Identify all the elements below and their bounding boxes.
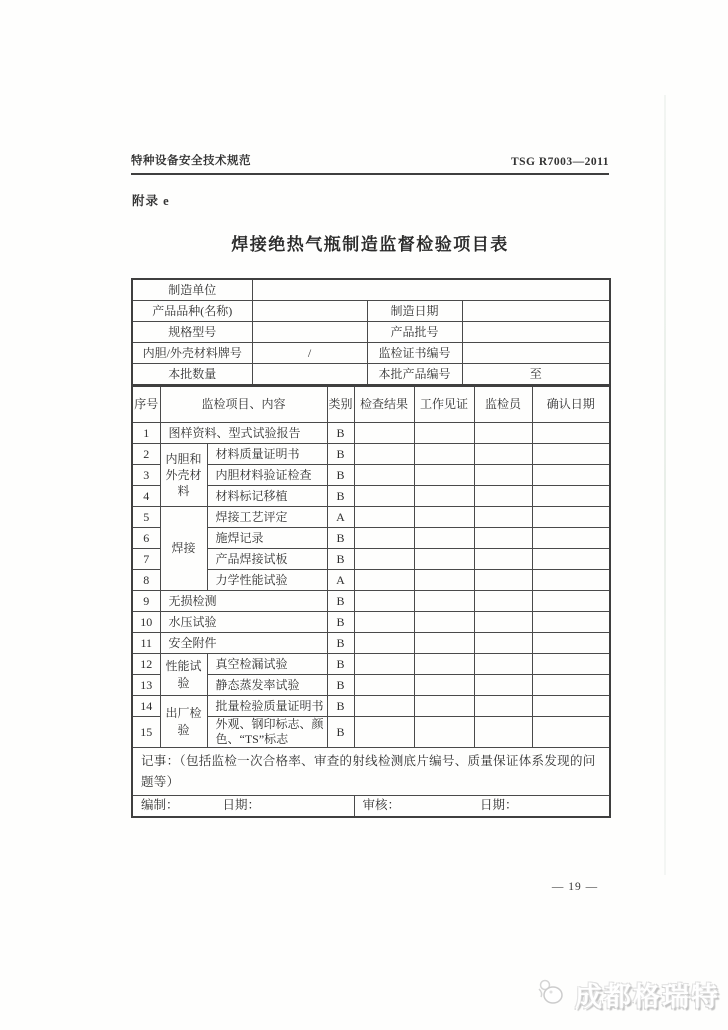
cell-category: B xyxy=(327,675,354,696)
cell-item: 安全附件 xyxy=(160,633,327,654)
cell-item: 静态蒸发率试验 xyxy=(207,675,327,696)
cell-category: A xyxy=(327,507,354,528)
table-row xyxy=(132,612,610,633)
cell-category: B xyxy=(327,654,354,675)
info-label: 产品品种(名称) xyxy=(132,301,252,322)
cell-witness xyxy=(414,486,474,507)
info-row-product-kind xyxy=(132,301,610,322)
compiler-label: 编制： xyxy=(141,798,179,813)
col-header-inspector: 监检员 xyxy=(474,386,532,423)
cell-witness xyxy=(414,465,474,486)
cell-witness xyxy=(414,570,474,591)
cell-no: 6 xyxy=(132,528,160,549)
col-header-no: 序号 xyxy=(132,386,160,423)
cell-no: 10 xyxy=(132,612,160,633)
cell-item: 水压试验 xyxy=(160,612,327,633)
cell-result xyxy=(354,717,414,748)
info-value xyxy=(252,301,367,322)
cell-inspector xyxy=(474,444,532,465)
cell-result xyxy=(354,486,414,507)
cell-witness xyxy=(414,528,474,549)
cell-confirm-date xyxy=(532,654,610,675)
cell-category: B xyxy=(327,465,354,486)
info-value xyxy=(462,322,610,343)
cell-inspector xyxy=(474,570,532,591)
cell-no: 15 xyxy=(132,717,160,748)
col-header-witness: 工作见证 xyxy=(414,386,474,423)
cell-witness xyxy=(414,612,474,633)
info-label: 内胆/外壳材料牌号 xyxy=(132,343,252,364)
cell-inspector xyxy=(474,612,532,633)
cell-category: B xyxy=(327,549,354,570)
cell-result xyxy=(354,465,414,486)
cell-inspector xyxy=(474,549,532,570)
cell-category: B xyxy=(327,633,354,654)
cell-no: 12 xyxy=(132,654,160,675)
cell-confirm-date xyxy=(532,528,610,549)
reviewer-label: 审核： xyxy=(362,798,401,813)
cell-confirm-date xyxy=(532,465,610,486)
cell-inspector xyxy=(474,528,532,549)
cell-category: B xyxy=(327,486,354,507)
document-header xyxy=(131,152,609,175)
table-row xyxy=(132,696,610,717)
cell-category: B xyxy=(327,423,354,444)
cell-group-factory-inspection: 出厂检验 xyxy=(160,696,207,748)
info-value xyxy=(252,322,367,343)
cell-category: B xyxy=(327,612,354,633)
cell-inspector xyxy=(474,717,532,748)
form-tables xyxy=(131,278,610,818)
cell-confirm-date xyxy=(532,696,610,717)
cell-inspector xyxy=(474,633,532,654)
cell-confirm-date xyxy=(532,570,610,591)
watermark-logo-icon xyxy=(535,977,569,1012)
cell-inspector xyxy=(474,696,532,717)
cell-result xyxy=(354,612,414,633)
compiler-cell xyxy=(132,796,354,818)
cell-result xyxy=(354,528,414,549)
notes-text: 记事：（包括监检一次合格率、审查的射线检测底片编号、质量保证体系发现的问题等） xyxy=(132,748,610,796)
cell-item: 施焊记录 xyxy=(207,528,327,549)
cell-confirm-date xyxy=(532,444,610,465)
cell-no: 5 xyxy=(132,507,160,528)
info-row-spec-model xyxy=(132,322,610,343)
cell-witness xyxy=(414,696,474,717)
info-label: 制造日期 xyxy=(367,301,462,322)
cell-witness xyxy=(414,633,474,654)
cell-inspector xyxy=(474,486,532,507)
watermark xyxy=(535,975,720,1014)
cell-result xyxy=(354,591,414,612)
cell-confirm-date xyxy=(532,507,610,528)
cell-confirm-date xyxy=(532,633,610,654)
cell-item: 无损检测 xyxy=(160,591,327,612)
signature-row xyxy=(132,796,610,818)
cell-result xyxy=(354,549,414,570)
cell-no: 1 xyxy=(132,423,160,444)
cell-inspector xyxy=(474,654,532,675)
info-value: 至 xyxy=(462,364,610,386)
cell-no: 4 xyxy=(132,486,160,507)
cell-result xyxy=(354,507,414,528)
reviewer-date-label: 日期： xyxy=(480,798,518,813)
cell-item: 外观、钢印标志、颜色、“TS”标志 xyxy=(207,717,327,748)
col-header-item: 监检项目、内容 xyxy=(160,386,327,423)
scan-page-edge xyxy=(664,95,666,875)
page-number: — 19 — xyxy=(551,881,599,893)
info-label: 监检证书编号 xyxy=(367,343,462,364)
cell-item: 材料质量证明书 xyxy=(207,444,327,465)
col-header-category: 类别 xyxy=(327,386,354,423)
cell-item: 内胆材料验证检查 xyxy=(207,465,327,486)
table-row xyxy=(132,423,610,444)
cell-item: 力学性能试验 xyxy=(207,570,327,591)
cell-no: 11 xyxy=(132,633,160,654)
cell-category: B xyxy=(327,444,354,465)
cell-result xyxy=(354,423,414,444)
cell-no: 2 xyxy=(132,444,160,465)
info-value: / xyxy=(252,343,367,364)
cell-witness xyxy=(414,654,474,675)
cell-group-performance: 性能试验 xyxy=(160,654,207,696)
table-row xyxy=(132,654,610,675)
cell-item: 图样资料、型式试验报告 xyxy=(160,423,327,444)
cell-no: 3 xyxy=(132,465,160,486)
info-row-manufacturer xyxy=(132,279,610,301)
cell-no: 9 xyxy=(132,591,160,612)
compiler-date-label: 日期： xyxy=(222,798,261,813)
product-info-table xyxy=(131,278,611,386)
cell-confirm-date xyxy=(532,591,610,612)
cell-witness xyxy=(414,444,474,465)
info-label: 制造单位 xyxy=(132,279,252,301)
table-header-row xyxy=(132,386,610,423)
cell-result xyxy=(354,570,414,591)
cell-group-materials: 内胆和外壳材料 xyxy=(160,444,207,507)
cell-witness xyxy=(414,675,474,696)
table-row xyxy=(132,444,610,465)
header-left-text: 特种设备安全技术规范 xyxy=(131,155,251,167)
info-label: 本批产品编号 xyxy=(367,364,462,386)
cell-no: 8 xyxy=(132,570,160,591)
info-value xyxy=(462,301,610,322)
cell-item: 真空检漏试验 xyxy=(207,654,327,675)
cell-item: 材料标记移植 xyxy=(207,486,327,507)
cell-inspector xyxy=(474,423,532,444)
info-value xyxy=(252,279,610,301)
cell-result xyxy=(354,654,414,675)
info-value xyxy=(252,364,367,386)
cell-group-welding: 焊接 xyxy=(160,507,207,591)
watermark-text: 成都格瑞特 xyxy=(575,982,720,1012)
cell-witness xyxy=(414,717,474,748)
info-label: 本批数量 xyxy=(132,364,252,386)
info-row-material-grade xyxy=(132,343,610,364)
cell-inspector xyxy=(474,591,532,612)
cell-confirm-date xyxy=(532,423,610,444)
cell-no: 14 xyxy=(132,696,160,717)
inspection-items-table xyxy=(131,385,611,818)
cell-inspector xyxy=(474,507,532,528)
col-header-confirm-date: 确认日期 xyxy=(532,386,610,423)
cell-result xyxy=(354,633,414,654)
cell-no: 7 xyxy=(132,549,160,570)
cell-witness xyxy=(414,423,474,444)
table-row xyxy=(132,633,610,654)
cell-inspector xyxy=(474,465,532,486)
cell-category: B xyxy=(327,528,354,549)
cell-category: B xyxy=(327,696,354,717)
cell-inspector xyxy=(474,675,532,696)
col-header-result: 检查结果 xyxy=(354,386,414,423)
cell-no: 13 xyxy=(132,675,160,696)
cell-confirm-date xyxy=(532,717,610,748)
info-label: 规格型号 xyxy=(132,322,252,343)
cell-confirm-date xyxy=(532,612,610,633)
notes-row xyxy=(132,748,610,796)
cell-category: A xyxy=(327,570,354,591)
info-label: 产品批号 xyxy=(367,322,462,343)
cell-result xyxy=(354,696,414,717)
appendix-label: 附录 e xyxy=(132,194,170,208)
cell-witness xyxy=(414,591,474,612)
info-row-batch-quantity xyxy=(132,364,610,386)
cell-confirm-date xyxy=(532,486,610,507)
cell-item: 产品焊接试板 xyxy=(207,549,327,570)
cell-item: 批量检验质量证明书 xyxy=(207,696,327,717)
page-title: 焊接绝热气瓶制造监督检验项目表 xyxy=(231,235,509,254)
table-row xyxy=(132,507,610,528)
reviewer-cell xyxy=(354,796,610,818)
cell-result xyxy=(354,444,414,465)
cell-category: B xyxy=(327,717,354,748)
header-right-code: TSG R7003—2011 xyxy=(510,156,609,168)
table-row xyxy=(132,591,610,612)
cell-item: 焊接工艺评定 xyxy=(207,507,327,528)
info-value xyxy=(462,343,610,364)
cell-confirm-date xyxy=(532,675,610,696)
cell-result xyxy=(354,675,414,696)
cell-category: B xyxy=(327,591,354,612)
cell-witness xyxy=(414,549,474,570)
cell-confirm-date xyxy=(532,549,610,570)
cell-witness xyxy=(414,507,474,528)
